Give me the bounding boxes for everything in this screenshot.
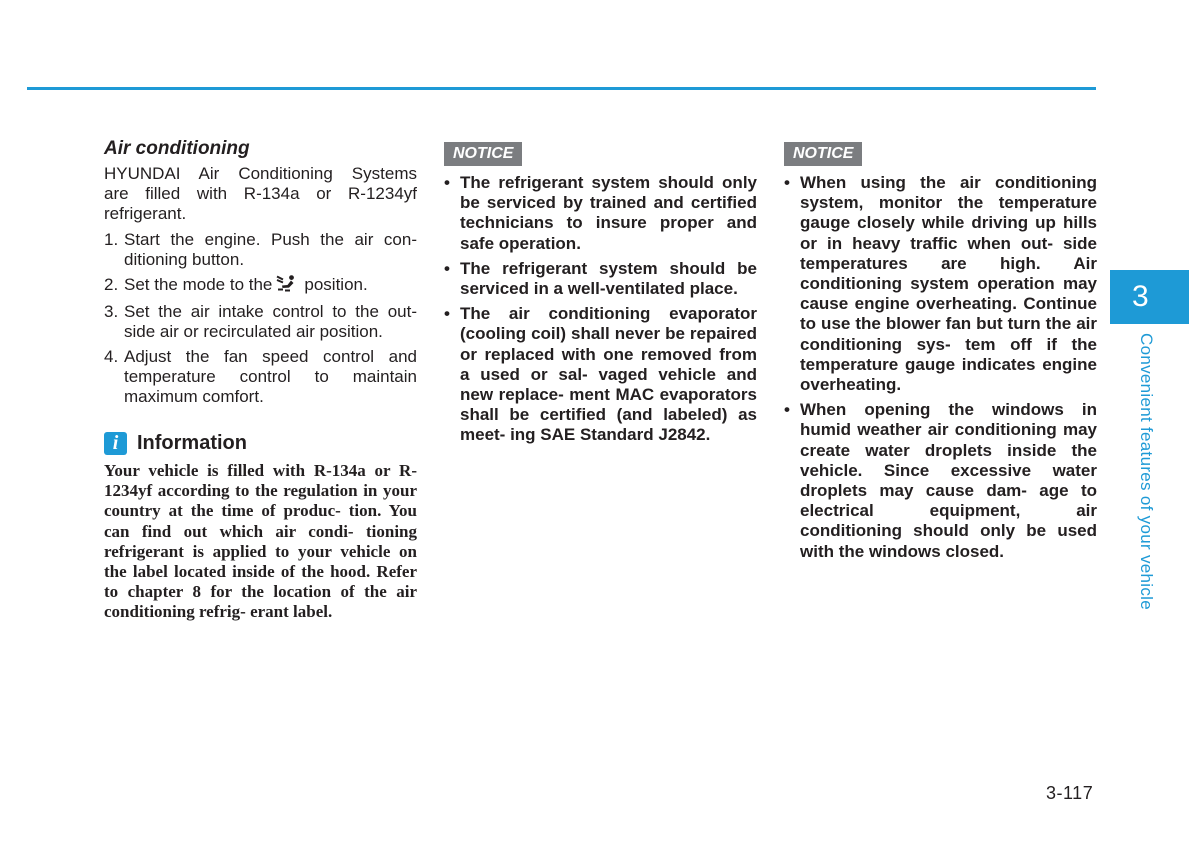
notice-text: The refrigerant system should only be serviced by trained and certified technicians to insure proper and safe operation. <box>460 173 757 253</box>
bullet: • <box>784 173 790 192</box>
chapter-side-label: Convenient features of your vehicle <box>1137 333 1156 610</box>
intro-line-1: HYUNDAI Air Conditioning Systems <box>104 164 417 183</box>
column-middle <box>444 137 757 451</box>
notice-text: The air conditioning evaporator (cooling coil) shall never be repaired or replaced with one removed from a used or sal- vaged vehicle and new replace- ment MAC evaporators shall be certified (and labeled) as meet- ing SAE Standard J2842. <box>460 304 757 445</box>
step-number: 2. <box>104 275 119 294</box>
notice-text: The refrigerant system should be serviced in a well-ventilated place. <box>460 258 757 299</box>
info-icon: i <box>104 432 127 455</box>
intro-rest: are filled with R-134a or R-1234yf refrigerant. <box>104 184 417 223</box>
notice-text: When using the air conditioning system, monitor the temperature gauge closely while driving up hills or in heavy traffic when out- side temperatures are high. Air conditioning system operation may cause engine overheating. Continue to use the blower fan but turn the air conditioning sys- tem off if the temperature gauge indicates engine overheating. <box>800 173 1097 395</box>
step-text: Start the engine. Push the air con- ditioning button. <box>124 230 417 269</box>
list-item <box>444 304 757 445</box>
information-header <box>104 432 417 455</box>
information-title: Information <box>137 432 247 454</box>
header-rule <box>27 87 1096 90</box>
chapter-tab: 3 <box>1110 270 1189 324</box>
floor-vent-mode-icon <box>276 275 298 297</box>
notice-list <box>444 173 757 446</box>
column-left <box>104 137 417 623</box>
section-title: Air conditioning <box>104 138 250 159</box>
step-text-after: position. <box>304 275 368 294</box>
notice-list <box>784 173 1097 562</box>
notice-badge: NOTICE <box>444 142 522 166</box>
bullet: • <box>444 173 450 192</box>
list-item <box>784 400 1097 562</box>
bullet: • <box>444 304 450 324</box>
step-text <box>124 275 417 297</box>
list-item <box>104 275 417 297</box>
bullet: • <box>444 258 450 278</box>
step-text: Set the air intake control to the out- side air or recirculated air position. <box>124 302 417 341</box>
steps-list <box>104 230 417 407</box>
step-text: Adjust the fan speed control and temperature control to maintain maximum comfort. <box>124 347 417 406</box>
step-number: 3. <box>104 302 119 321</box>
list-item <box>444 173 757 254</box>
list-item <box>784 173 1097 395</box>
page-number: 3-117 <box>1046 783 1094 803</box>
intro-paragraph <box>104 164 417 224</box>
bullet: • <box>784 400 790 420</box>
notice-badge: NOTICE <box>784 142 862 166</box>
column-right <box>784 137 1097 567</box>
information-body: Your vehicle is filled with R-134a or R-1234yf according to the regulation in your country at the time of produc- tion. You can find out which air condi- tioning refrigerant is applied to your vehicle on the label located inside of the hood. Refer to chapter 8 for the location of the air conditioning refrig- erant label. <box>104 461 417 622</box>
list-item <box>444 259 757 299</box>
list-item <box>104 302 417 342</box>
list-item <box>104 230 417 270</box>
step-text-before: Set the mode to the <box>124 275 273 294</box>
list-item <box>104 347 417 407</box>
notice-text: When opening the windows in humid weather air conditioning may create water droplets inside the vehicle. Since excessive water droplets may cause dam- age to electrical equipment, air conditioning should only be used with the windows closed. <box>800 400 1097 561</box>
step-number: 4. <box>104 347 119 366</box>
step-number: 1. <box>104 230 119 249</box>
